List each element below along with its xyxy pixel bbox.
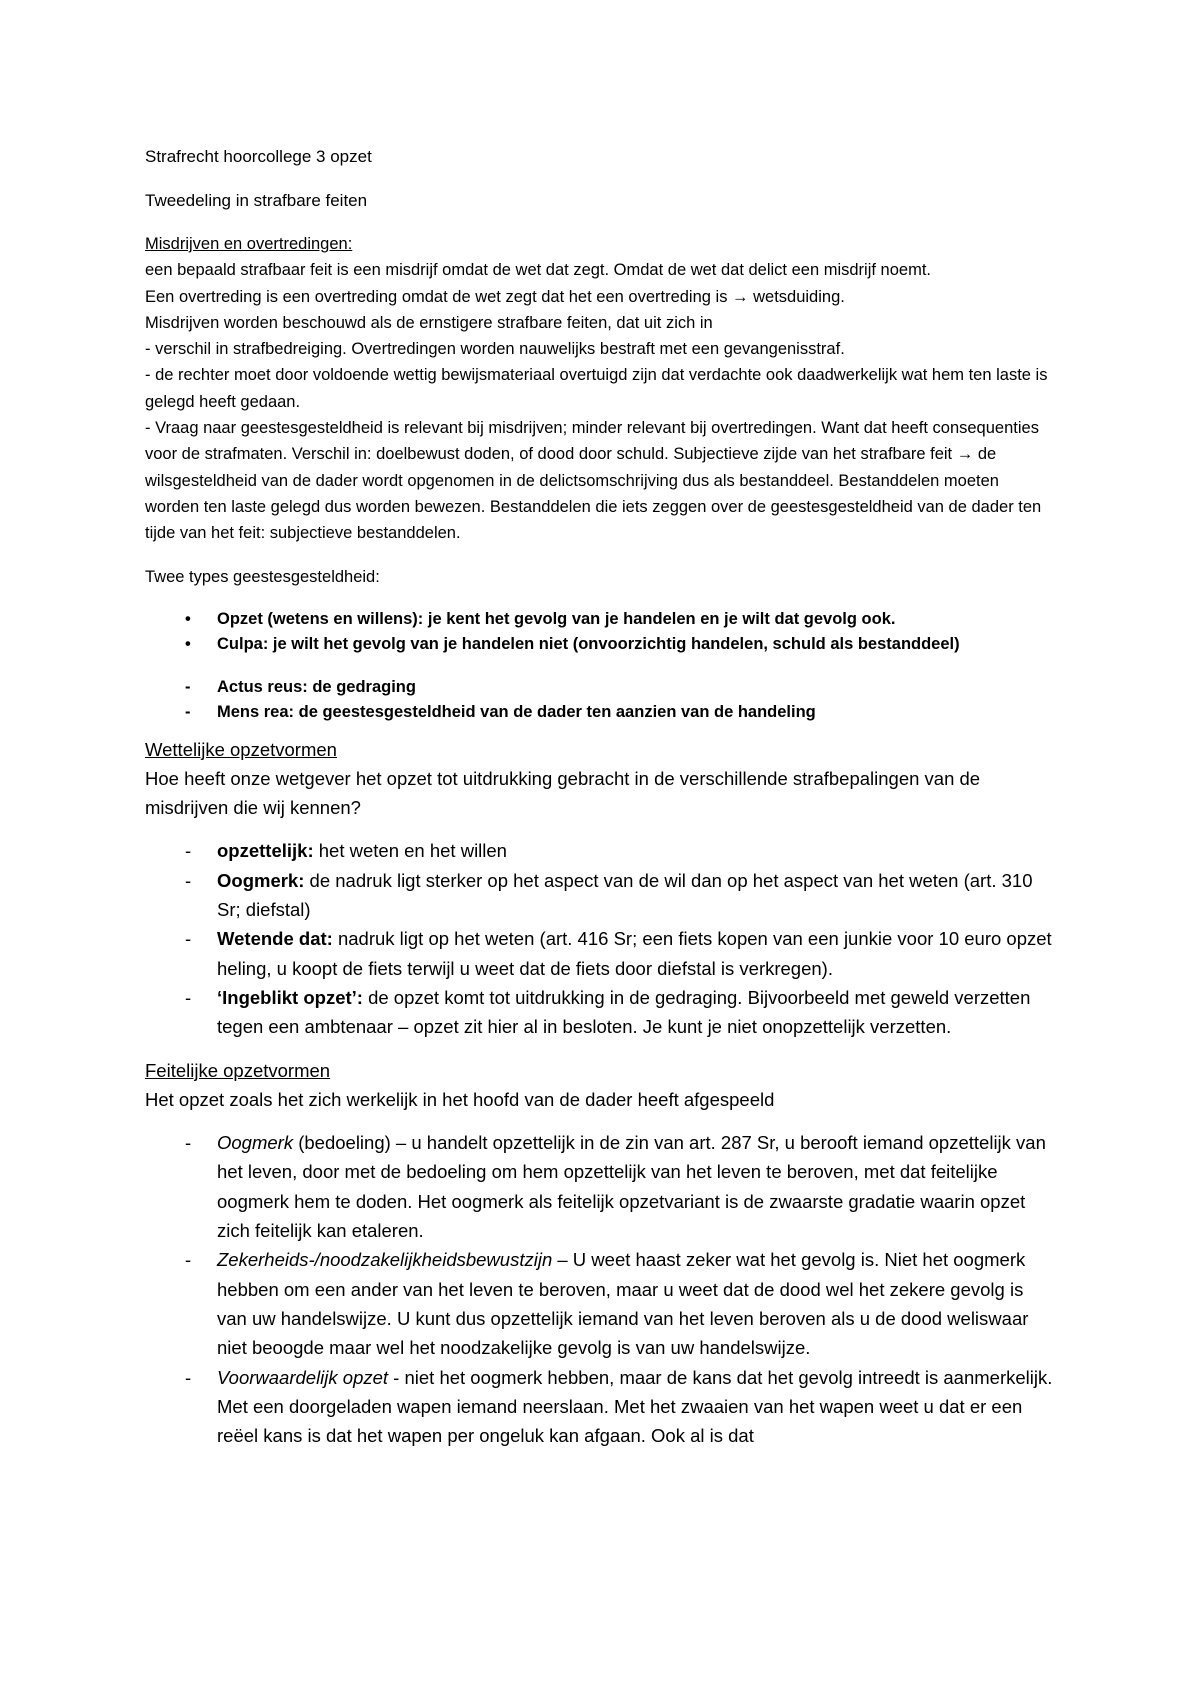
list-item-text: - niet het oogmerk hebben, maar de kans dat het gevolg intreedt is aanmerkelijk. Met een doorgeladen wapen iemand neerslaan. Met het zwaaien van het wapen weet u dat er een reëel kans is dat het wapen per ongeluk kan afgaan. Ook al is dat <box>217 1366 1053 1447</box>
misdrijven-line-6 <box>145 415 1055 546</box>
list-item <box>145 675 1055 700</box>
misdrijven-line-6-text: - Vraag naar geestesgesteldheid is relevant bij misdrijven; minder relevant bij overtredingen. Want dat heeft consequenties voor de strafmaten. Verschil in: doelbewust doden, of dood door schuld. Subjectieve zijde van het strafbare feit <box>145 419 1039 464</box>
list-item <box>145 1363 1055 1451</box>
misdrijven-line-4: - verschil in strafbedreiging. Overtredingen worden nauwelijks bestraft met een gevangenisstraf. <box>145 340 845 359</box>
types-bullet-list <box>145 607 1055 657</box>
list-item-text: de opzet komt tot uitdrukking in de gedraging. Bijvoorbeeld met geweld verzetten tegen een ambtenaar – opzet zit hier al in besloten. Je kunt je niet onopzettelijk verzetten. <box>217 986 1031 1038</box>
list-item-term: ‘Ingeblikt opzet’: <box>217 986 363 1008</box>
misdrijven-line-3: Misdrijven worden beschouwd als de ernstigere strafbare feiten, dat uit zich in <box>145 313 713 332</box>
arrow-icon: → <box>956 445 974 464</box>
list-item <box>145 632 1055 657</box>
list-item <box>145 866 1055 925</box>
list-item-text: de nadruk ligt sterker op het aspect van de wil dan op het aspect van het weten (art. 310 Sr; diefstal) <box>217 869 1033 921</box>
list-item-text: het weten en het willen <box>313 840 507 862</box>
dash-icon: - <box>185 986 192 1008</box>
list-item <box>145 836 1055 865</box>
list-item-term: Oogmerk: <box>217 869 305 891</box>
bullet-icon: • <box>185 634 191 653</box>
dash-icon: - <box>185 928 192 950</box>
misdrijven-line-1: een bepaald strafbaar feit is een misdrijf omdat de wet dat zegt. Omdat de wet dat delict een misdrijf noemt. <box>145 261 931 280</box>
section-types <box>145 565 1055 725</box>
list-item-text: (bedoeling) – u handelt opzettelijk in de zin van art. 287 Sr, u berooft iemand opzettelijk van het leven, door met de bedoeling om hem opzettelijk van het leven te beroven, met dat feitelijke oogmerk hem te doden. Het oogmerk als feitelijk opzetvariant is de zwaarste gradatie waarin opzet zich feitelijk kan etaleren. <box>217 1132 1046 1242</box>
list-item-term: Zekerheids-/noodzakelijkheidsbewustzijn <box>217 1249 553 1271</box>
wettelijke-heading: Wettelijke opzetvormen <box>145 738 337 760</box>
list-item-term: Oogmerk <box>217 1132 294 1154</box>
wettelijke-list <box>145 836 1055 1041</box>
dash-icon: - <box>185 1132 192 1154</box>
wettelijke-intro: Hoe heeft onze wetgever het opzet tot uitdrukking gebracht in de verschillende strafbepalingen van de misdrijven die wij kennen? <box>145 767 981 819</box>
list-item-term: opzettelijk: <box>217 840 314 862</box>
list-item-text: – U weet haast zeker wat het gevolg is. Niet het oogmerk hebben om een ander van het leven te beroven, maar u weet dat de dood wel het zekere gevolg is van uw handelswijze. U kunt dus opzettelijk iemand van het leven beroven als u de dood weliswaar niet beoogde maar wel het noodzakelijke gevolg is van uw handelswijze. <box>217 1249 1029 1359</box>
list-item <box>145 924 1055 983</box>
section-wettelijke <box>145 735 1055 1042</box>
dash-icon: - <box>185 869 192 891</box>
misdrijven-line-6-end: de wilsgesteldheid van de dader wordt opgenomen in de delictsomschrijving dus als bestanddeel. Bestanddelen moeten worden ten laste gelegd dus worden bewezen. Bestanddelen die iets zeggen over de geestesgesteldheid van de dader ten tijde van het feit: subjectieve bestanddelen. <box>145 445 1042 543</box>
arrow-icon: → <box>732 287 749 306</box>
feitelijke-list <box>145 1128 1055 1450</box>
document-page <box>145 145 1055 1450</box>
list-item <box>145 1128 1055 1245</box>
list-item-term: Voorwaardelijk opzet <box>217 1366 389 1388</box>
feitelijke-intro: Het opzet zoals het zich werkelijk in het hoofd van de dader heeft afgespeeld <box>145 1088 775 1110</box>
list-item-term: Wetende dat: <box>217 928 333 950</box>
section-heading-tweedeling: Tweedeling in strafbare feiten <box>145 191 368 210</box>
types-dash-list <box>145 675 1055 725</box>
list-item-text: nadruk ligt op het weten (art. 416 Sr; een fiets kopen van een junkie voor 10 euro opzet heling, u koopt de fiets terwijl u weet dat de fiets door diefstal is verkregen). <box>217 928 1052 979</box>
list-item <box>145 1245 1055 1362</box>
dash-icon: - <box>185 1249 192 1271</box>
list-item-text: Opzet (wetens en willens): je kent het gevolg van je handelen en je wilt dat gevolg ook. <box>217 609 896 628</box>
list-item-text: Mens rea: de geestesgesteldheid van de dader ten aanzien van de handeling <box>217 702 816 721</box>
section-misdrijven <box>145 231 1055 547</box>
list-item <box>145 700 1055 725</box>
section-feitelijke <box>145 1056 1055 1451</box>
feitelijke-heading: Feitelijke opzetvormen <box>145 1059 331 1081</box>
document-title: Strafrecht hoorcollege 3 opzet <box>145 147 372 166</box>
list-item-text: Actus reus: de gedraging <box>217 677 416 696</box>
list-item <box>145 607 1055 632</box>
dash-icon: - <box>185 840 192 862</box>
dash-icon: - <box>185 702 191 721</box>
misdrijven-line-2-text: Een overtreding is een overtreding omdat de wet zegt dat het een overtreding is <box>145 287 733 306</box>
misdrijven-line-2 <box>145 284 1055 310</box>
misdrijven-line-5: - de rechter moet door voldoende wettig bewijsmateriaal overtuigd zijn dat verdachte ook daadwerkelijk wat hem ten laste is gelegd heeft gedaan. <box>145 366 1048 411</box>
dash-icon: - <box>185 677 191 696</box>
list-item <box>145 983 1055 1042</box>
bullet-icon: • <box>185 609 191 628</box>
misdrijven-line-2-end: wetsduiding. <box>748 287 845 306</box>
types-heading: Twee types geestesgesteldheid: <box>145 567 380 586</box>
dash-icon: - <box>185 1366 192 1388</box>
list-item-text: Culpa: je wilt het gevolg van je handelen niet (onvoorzichtig handelen, schuld als bestanddeel) <box>217 634 960 653</box>
misdrijven-heading: Misdrijven en overtredingen: <box>145 235 353 253</box>
